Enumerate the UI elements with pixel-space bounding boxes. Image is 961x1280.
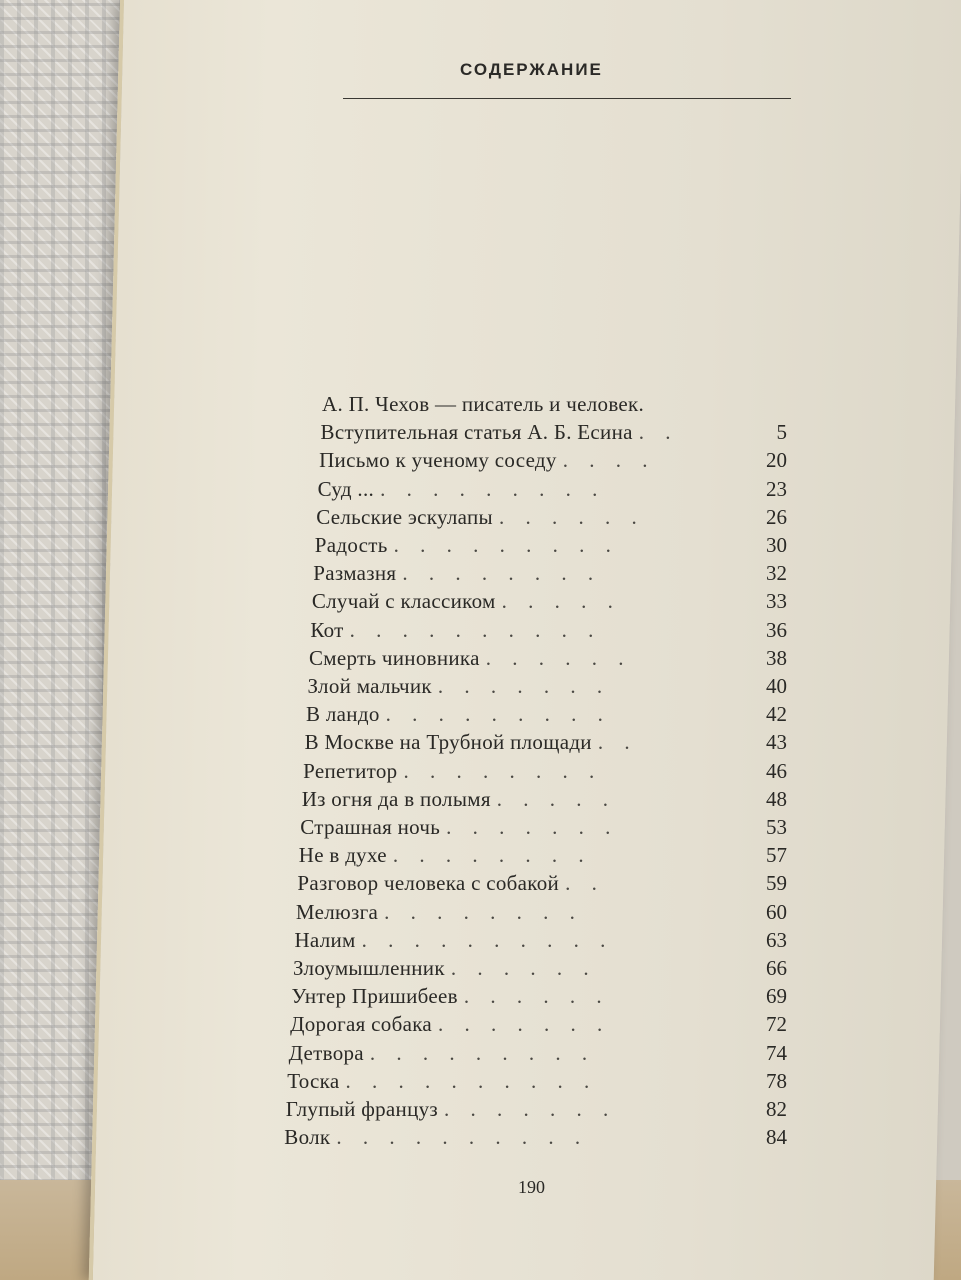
toc-entry [318,477,787,503]
toc-entry [297,871,787,897]
toc-leader-dots: . . . . . . [498,504,645,529]
toc-leader-dots: . . . . . . . . . . [336,1125,589,1150]
toc-leader-dots: . . . . . . . [438,1012,611,1037]
toc-entry-title: Не в духе [298,843,387,868]
toc-entry-title: Репетитор [303,758,398,783]
page-number: 190 [518,1177,545,1197]
toc-leader-dots: . . . . . . . . [384,899,583,924]
toc-entry-page: 48 [765,786,787,811]
toc-leader-dots: . . . . . . . . [392,843,592,868]
toc-leader-dots: . . . . [562,448,656,473]
toc-heading: СОДЕРЖАНИЕ [460,60,603,79]
toc-entry [290,1012,787,1038]
toc-entry-title: Тоска [287,1068,340,1093]
toc-entry-page: 42 [765,702,787,727]
toc-entry-page: 32 [765,561,787,586]
toc-entry-page: 38 [765,645,787,670]
toc-leader-dots: . . . . . . [485,645,632,670]
toc-entry-page: 23 [765,476,787,501]
toc-entry [284,1125,787,1151]
toc-leader-dots: . . [565,871,605,896]
toc-leader-dots: . . . . . . . . . . [361,927,614,952]
toc-entry-page: 53 [766,815,787,839]
toc-entry [293,956,787,982]
toc-entry-title: Сельские эскулапы [316,504,493,529]
toc-entry-title: А. П. Чехов — писатель и человек. [322,392,645,416]
toc-entry-page: 66 [766,956,787,980]
toc-entry [287,1069,787,1095]
toc-entry [315,533,787,559]
toc-entry-page: 60 [765,899,787,924]
toc-entry-title: Детвора [288,1040,364,1065]
toc-leader-dots: . . . . . . . . [402,561,602,586]
toc-entry-page: 30 [766,533,787,557]
toc-leader-dots: . . . . . . [463,984,610,1009]
toc-entry-page: 72 [765,1012,787,1037]
toc-entry-page: 74 [765,1040,787,1065]
toc-entry-page: 59 [765,871,787,896]
toc-entry-page: 40 [766,674,787,698]
toc-leader-dots: . . . . . . . . . [393,533,619,557]
toc-entry-page: 57 [765,843,787,868]
toc-entry-page: 78 [765,1068,787,1093]
toc-entry-title: Вступительная статья А. Б. Есина [320,420,633,445]
toc-leader-dots: . . . . . . . [437,674,611,698]
toc-entry [316,505,787,531]
toc-leader-dots: . . . . . . . . . [369,1040,596,1065]
toc-leader-dots: . . . . . . . . [403,758,603,783]
toc-entry-title: Унтер Пришибеев [291,984,458,1009]
toc-entry-title: Из огня да в полымя [301,786,491,811]
toc-leader-dots: . . . . . . [450,956,597,980]
toc-entry-title: Глупый француз [285,1097,439,1121]
toc-entry-page: 20 [765,448,787,473]
toc-entry [306,702,787,728]
toc-entry-title: Дорогая собака [290,1012,432,1037]
toc-entry-page: 26 [765,504,787,529]
toc-entry-title: Кот [310,617,344,642]
toc-entry-page: 36 [765,617,787,642]
toc-entry-title: Радость [314,533,388,557]
toc-entry-page: 84 [765,1125,787,1150]
toc-entry [286,1097,787,1123]
toc-entry [292,984,787,1010]
toc-leader-dots: . . . . . [496,786,617,811]
toc-entry [296,900,787,926]
toc-entry [303,759,787,785]
toc-entry-page: 33 [765,589,787,614]
toc-entry [321,420,787,446]
toc-entry [313,561,787,587]
toc-entry-title: В ландо [306,702,380,727]
toc-entry-title: Страшная ночь [300,815,441,839]
toc-entry [312,589,787,615]
toc-entry [310,618,787,644]
toc-entry [289,1041,787,1067]
toc-entry-page: 69 [765,984,787,1009]
toc-leader-dots: . . . . . . . . . [380,476,606,501]
toc-entry [319,448,787,474]
toc-entry-page: 5 [776,420,787,445]
toc-entry-title: Налим [294,927,356,952]
toc-entry-page: 43 [765,730,787,755]
toc-entry-title: Мелюзга [295,899,379,924]
toc-entry [294,928,787,954]
toc-entry [308,674,788,700]
toc-leader-dots: . . . . . [501,589,621,614]
toc-entry-title: Размазня [313,561,397,586]
toc-entry-title: Разговор человека с собакой [297,871,560,896]
toc-leader-dots: . . . . . . . . . . [349,617,602,642]
toc-entry [299,843,787,869]
toc-entry-title: В Москве на Трубной площади [304,730,592,755]
toc-entry-title: Волк [284,1125,331,1150]
toc-leader-dots: . . . . . . . [444,1097,617,1121]
toc-entry-page: 82 [766,1097,787,1121]
toc-entry [302,787,787,813]
toc-entry [305,730,787,756]
toc-entry-title: Злоумышленник [293,956,445,980]
toc-entry-page: 63 [765,927,787,952]
toc-entry-title: Письмо к ученому соседу [319,448,557,473]
toc-entry [322,392,787,418]
toc-entry-page: 46 [765,758,787,783]
toc-leader-dots: . . [638,420,679,445]
toc-leader-dots: . . . . . . . . . [385,702,611,727]
toc-leader-dots: . . [597,730,638,755]
toc-leader-dots: . . . . . . . [446,815,619,839]
toc-entry-title: Случай с классиком [311,589,496,614]
toc-entry-title: Смерть чиновника [308,645,480,670]
toc-leader-dots: . . . . . . . . . . [345,1068,598,1093]
toc-entry-title: Злой мальчик [307,674,432,698]
toc-entry [309,646,787,672]
toc-entry-title: Суд ... [317,476,375,501]
toc-entry [300,815,787,841]
